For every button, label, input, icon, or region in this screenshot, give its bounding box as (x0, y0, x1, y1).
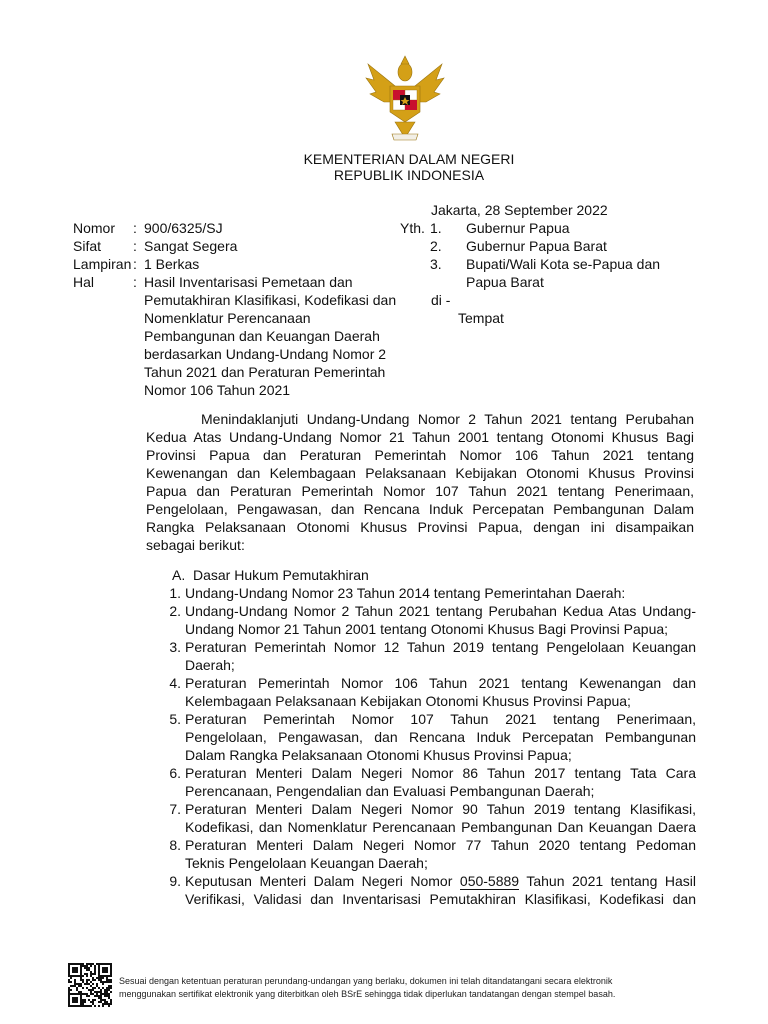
list-item-line: Daerah; (185, 657, 235, 673)
section-title: Dasar Hukum Pemutakhiran (193, 567, 369, 583)
recipient-number: 2. (430, 238, 442, 254)
recipient-di: di - (431, 292, 451, 308)
list-item-line: Kodefikasi, dan Nomenklatur Perencanaan Pembangunan Dan Keuangan Daera (185, 819, 696, 835)
list-item-line: Peraturan Menteri Dalam Negeri Nomor 77 Tahun 2020 tentang Pedoman (185, 837, 696, 853)
meta-value-sifat: Sangat Segera (144, 238, 238, 254)
meta-value-hal: Hasil Inventarisasi Pemetaan dan (144, 274, 353, 290)
meta-colon: : (133, 238, 137, 254)
footer-note-line: Sesuai dengan ketentuan peraturan perundang-undangan yang berlaku, dokumen ini telah ditandatangani secara elektronik (119, 976, 613, 986)
list-item-line: Peraturan Pemerintah Nomor 107 Tahun 2021 tentang Penerimaan, (185, 711, 696, 727)
recipient-number: 1. (430, 220, 442, 236)
list-item-line: Peraturan Menteri Dalam Negeri Nomor 90 Tahun 2019 tentang Klasifikasi, (185, 801, 696, 817)
recipient-name-cont: Papua Barat (466, 274, 544, 290)
hal-line: Pembangunan dan Keuangan Daerah (144, 328, 380, 344)
recipient-name: Gubernur Papua Barat (466, 238, 607, 254)
list-item-number: 1. (169, 585, 181, 601)
body-line: Menindaklanjuti Undang-Undang Nomor 2 Tahun 2021 tentang Perubahan (201, 411, 694, 427)
garuda-emblem-icon (362, 50, 448, 146)
item9-post: Tahun 2021 tentang Hasil (526, 873, 696, 889)
list-item-line: Peraturan Pemerintah Nomor 106 Tahun 2021 tentang Kewenangan dan (185, 675, 696, 691)
recipient-name: Gubernur Papua (466, 220, 570, 236)
list-item-line: Dalam Rangka Pelaksanaan Otonomi Khusus Provinsi Papua; (185, 747, 572, 763)
list-item-number: 2. (169, 603, 181, 619)
body-line: sebagai berikut: (146, 537, 245, 553)
republic-name: REPUBLIK INDONESIA (333, 167, 485, 183)
list-item-line: Verifikasi, Validasi dan Inventarisasi Pemutakhiran Klasifikasi, Kodefikasi dan (185, 891, 696, 907)
recipient-name: Bupati/Wali Kota se-Papua dan (466, 256, 661, 272)
date-place: Jakarta, 28 September 2022 (431, 202, 608, 218)
list-item-line: Kelembagaan Pelaksanaan Kebijakan Otonomi Khusus Provinsi Papua; (185, 693, 631, 709)
list-item-line: Teknis Pengelolaan Keuangan Daerah; (185, 855, 428, 871)
list-item-line: Undang Nomor 21 Tahun 2001 tentang Otonomi Khusus Bagi Provinsi Papua; (185, 621, 669, 637)
section-label: A. (172, 567, 186, 583)
body-line: Kewenangan dan Kelembagaan Pelaksanaan Kebijakan Otonomi Khusus Provinsi (146, 465, 694, 481)
qr-code-icon (68, 963, 112, 1007)
list-item-number: 5. (169, 711, 181, 727)
list-item-line: Undang-Undang Nomor 2 Tahun 2021 tentang Perubahan Kedua Atas Undang- (185, 603, 696, 619)
body-line: Papua dan Peraturan Pemerintah Nomor 107 Tahun 2021 tentang Penerimaan, (146, 483, 694, 499)
list-item-line: Undang-Undang Nomor 23 Tahun 2014 tentang Pemerintahan Daerah: (185, 585, 626, 601)
hal-line: Pemutakhiran Klasifikasi, Kodefikasi dan (144, 292, 397, 308)
item9-pre: Keputusan Menteri Dalam Negeri Nomor (185, 873, 453, 889)
meta-colon: : (133, 220, 137, 236)
decree-number-link[interactable]: 050-5889 (459, 873, 520, 889)
footer-note-line: menggunakan sertifikat elektronik yang diterbitkan oleh BSrE sehingga tidak diperlukan tandatangan dengan stempel basah. (119, 989, 616, 999)
list-item-number: 8. (169, 837, 181, 853)
list-item-number: 9. (169, 873, 181, 889)
list-item-number: 4. (169, 675, 181, 691)
meta-label-sifat: Sifat (73, 238, 102, 254)
ministry-name: KEMENTERIAN DALAM NEGERI (303, 151, 515, 167)
meta-colon: : (133, 274, 137, 290)
meta-value-lampiran: 1 Berkas (144, 256, 200, 272)
body-line: Kedua Atas Undang-Undang Nomor 21 Tahun 2001 tentang Otonomi Khusus Bagi (146, 429, 694, 445)
meta-label-hal: Hal (73, 274, 95, 290)
meta-value-nomor: 900/6325/SJ (144, 220, 223, 236)
meta-label-nomor: Nomor (73, 220, 116, 236)
hal-line: Nomor 106 Tahun 2021 (144, 382, 291, 398)
list-item-line (185, 872, 696, 890)
meta-label-lampiran: Lampiran (73, 256, 132, 272)
list-item-line: Peraturan Pemerintah Nomor 12 Tahun 2019 tentang Pengelolaan Keuangan (185, 639, 696, 655)
body-line: Pengelolaan, Pengawasan, dan Rencana Induk Percepatan Pembangunan Dalam (146, 501, 694, 517)
recipient-yth: Yth. (400, 220, 425, 236)
list-item-number: 7. (169, 801, 181, 817)
list-item-line: Perencanaan, Pengendalian dan Evaluasi Pembangunan Daerah; (185, 783, 595, 799)
hal-line: Tahun 2021 dan Peraturan Pemerintah (144, 364, 386, 380)
list-item-line: Peraturan Menteri Dalam Negeri Nomor 86 Tahun 2017 tentang Tata Cara (185, 765, 696, 781)
list-item-number: 3. (169, 639, 181, 655)
hal-line: berdasarkan Undang-Undang Nomor 2 (144, 346, 387, 362)
meta-colon: : (133, 256, 137, 272)
recipient-number: 3. (430, 256, 442, 272)
list-item-line: Pengelolaan, Pengawasan, dan Rencana Induk Percepatan Pembangunan (185, 729, 696, 745)
recipient-tempat: Tempat (458, 310, 504, 326)
body-line: Rangka Pelaksanaan Otonomi Khusus Provinsi Papua, dengan ini disampaikan (146, 519, 694, 535)
hal-line: Nomenklatur Perencanaan (144, 310, 311, 326)
body-line: Provinsi Papua dan Peraturan Pemerintah Nomor 106 Tahun 2021 tentang (146, 447, 694, 463)
list-item-number: 6. (169, 765, 181, 781)
